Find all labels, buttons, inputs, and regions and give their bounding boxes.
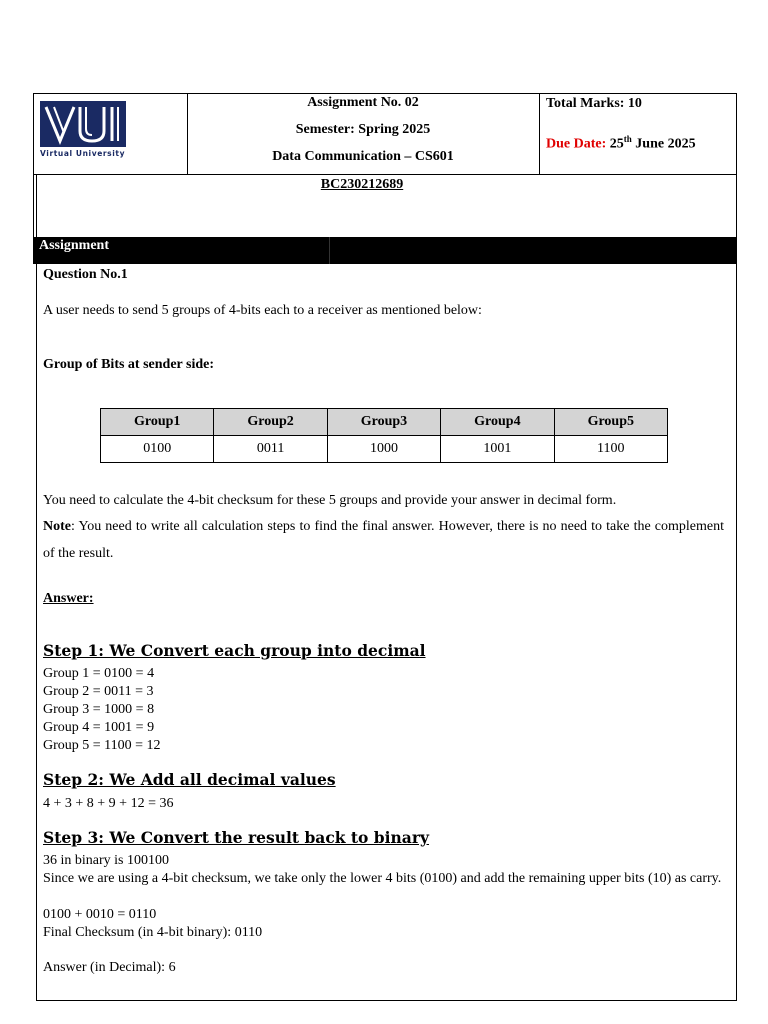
step3-line4: Final Checksum (in 4-bit binary): 0110 bbox=[43, 925, 263, 940]
step3-line1: 36 in binary is 100100 bbox=[43, 853, 169, 868]
step1-heading: Step 1: We Convert each group into decimal bbox=[43, 641, 426, 660]
table-cell: 1100 bbox=[554, 436, 667, 463]
step1-list bbox=[43, 665, 161, 755]
table-cell: 0100 bbox=[101, 436, 214, 463]
table-cell: 0011 bbox=[214, 436, 327, 463]
header-table bbox=[33, 93, 737, 175]
due-date-label: Due Date: bbox=[546, 136, 607, 152]
task-text: You need to calculate the 4-bit checksum for these 5 groups and provide your answer in decimal form. bbox=[43, 493, 617, 508]
course-title: Data Communication – CS601 bbox=[272, 149, 454, 164]
list-item: Group 3 = 1000 = 8 bbox=[43, 702, 155, 717]
list-item: Group 4 = 1001 = 9 bbox=[43, 720, 155, 735]
table-cell: 1001 bbox=[441, 436, 554, 463]
list-item: Group 1 = 0100 = 4 bbox=[43, 666, 155, 681]
title-cell bbox=[187, 94, 540, 174]
table-header-cell: Group2 bbox=[214, 409, 327, 436]
final-answer: Answer (in Decimal): 6 bbox=[43, 960, 176, 975]
logo-cell bbox=[34, 94, 188, 174]
table-header-cell: Group5 bbox=[554, 409, 667, 436]
note-paragraph bbox=[43, 513, 724, 567]
step2-heading: Step 2: We Add all decimal values bbox=[43, 770, 336, 789]
table-header-cell: Group3 bbox=[327, 409, 440, 436]
due-date bbox=[546, 130, 696, 154]
assignment-number: Assignment No. 02 bbox=[307, 95, 419, 110]
answer-label: Answer: bbox=[43, 591, 94, 606]
logo-text: Virtual University bbox=[40, 149, 126, 158]
vu-logo-mark-icon bbox=[40, 101, 126, 147]
note-text: : You need to write all calculation steps to find the final answer. However, there is no need to take the complement of the result. bbox=[43, 519, 724, 561]
step3-line3: 0100 + 0010 = 0110 bbox=[43, 907, 157, 922]
question-intro: A user needs to send 5 groups of 4-bits each to a receiver as mentioned below: bbox=[43, 303, 482, 318]
total-marks: Total Marks: 10 bbox=[546, 96, 642, 111]
step3-heading: Step 3: We Convert the result back to binary bbox=[43, 828, 430, 847]
list-item: Group 5 = 1100 = 12 bbox=[43, 738, 161, 753]
vu-logo bbox=[40, 101, 126, 147]
due-date-day: 25 bbox=[609, 136, 624, 152]
question-title: Question No.1 bbox=[43, 267, 128, 282]
left-border bbox=[33, 175, 34, 237]
section-bar bbox=[33, 237, 737, 264]
semester: Semester: Spring 2025 bbox=[295, 122, 431, 137]
groups-table bbox=[100, 408, 668, 463]
groups-table-value-row bbox=[101, 436, 668, 463]
table-header-cell: Group1 bbox=[101, 409, 214, 436]
list-item: Group 2 = 0011 = 3 bbox=[43, 684, 154, 699]
marks-cell bbox=[540, 94, 736, 174]
table-header-cell: Group4 bbox=[441, 409, 554, 436]
note-label: Note bbox=[43, 519, 71, 534]
groups-heading: Group of Bits at sender side: bbox=[43, 357, 214, 372]
due-date-sup: th bbox=[623, 134, 632, 144]
groups-table-header-row bbox=[101, 409, 668, 436]
section-bar-label: Assignment bbox=[39, 238, 110, 253]
due-date-rest: June 2025 bbox=[631, 136, 696, 152]
step2-line: 4 + 3 + 8 + 9 + 12 = 36 bbox=[43, 796, 174, 811]
table-cell: 1000 bbox=[327, 436, 440, 463]
section-bar-divider bbox=[329, 237, 330, 264]
student-id: BC230212689 bbox=[320, 177, 404, 192]
right-border bbox=[736, 175, 737, 237]
step3-line2: Since we are using a 4-bit checksum, we take only the lower 4 bits (0100) and add the remaining upper bits (10) as carry. bbox=[43, 871, 722, 886]
